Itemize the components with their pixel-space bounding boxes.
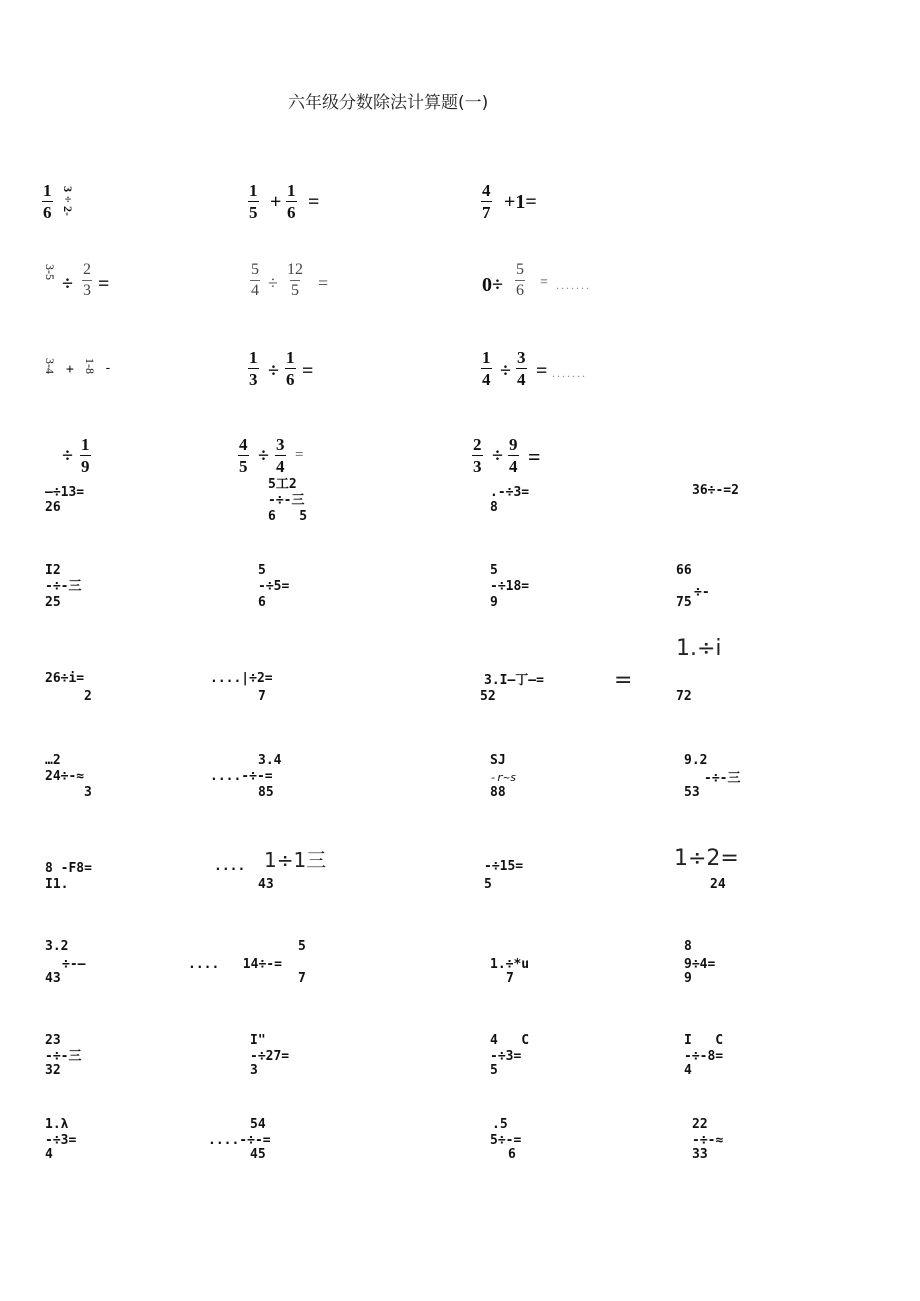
numerator: 5 [516,261,524,278]
problem-text: 3 [84,785,92,800]
fraction [250,262,260,299]
problem-text: 5 [490,1063,498,1078]
problem-text-large: 1.÷i [676,636,722,661]
fraction [248,182,259,221]
fraction [481,349,492,388]
problem-text: 8 [684,939,692,954]
denominator: 9 [81,457,90,476]
denominator: 4 [509,457,518,476]
problem-text: 88 [490,785,506,800]
problem-text: 5 [258,563,266,578]
problem-text: …2 [45,753,61,768]
problem-text: 3.4 [258,753,282,768]
problem-text: 5÷-= [490,1133,522,1148]
problem-text: 43 [45,971,61,986]
problem-text: -÷15= [484,859,524,874]
problem-text: 23 [45,1033,61,1048]
problem-text: 7 [506,971,514,986]
denominator: 5 [249,203,258,222]
answer-dots: ....... [552,366,587,380]
numerator: 1 [43,181,52,200]
problem-text: 3.2 [45,939,69,954]
fraction-lead: 3-5 [43,264,57,280]
denominator: 3 [249,370,258,389]
problem-tail: - [104,361,112,376]
numerator: 3 [517,348,526,367]
equals-sign: = [295,447,304,463]
problem-text: SJ [490,753,506,768]
fraction [516,349,527,388]
problem-text: 33 [692,1147,708,1162]
problem-text: 85 [258,785,274,800]
problem-text: 4 [684,1063,692,1078]
problem-text: ÷-— [62,957,86,972]
operator: + [66,362,74,377]
problem-text-large: 1÷2= [674,846,739,871]
equals-sign: = [308,191,320,213]
problem-text: 1.÷*u [490,957,530,972]
fraction [248,349,259,388]
denominator: 4 [276,457,285,476]
problem-text: —÷13= [45,485,85,500]
numerator: 1 [482,348,491,367]
numerator: 2 [83,261,91,278]
denominator: 7 [482,203,491,222]
problem-text: 32 [45,1063,61,1078]
fraction-lead: 3-4 [43,358,57,374]
numerator: 1 [249,348,258,367]
problem-text: I C [684,1033,724,1048]
problem-text: 25 [45,595,61,610]
numerator: 1 [286,348,295,367]
problem-text: 4 [45,1147,53,1162]
problem-text: 54 [250,1117,266,1132]
problem-text: 6 [258,595,266,610]
fraction [286,182,297,221]
problem-text: 9 [490,595,498,610]
equals-sign: = [98,273,110,295]
denominator: 4 [517,370,526,389]
problem-text: 6 [508,1147,516,1162]
problem-text: 5 [490,563,498,578]
problem-tail: +1= [504,191,537,213]
problem-text: I1. [45,877,69,892]
problem-text: 52 [480,689,496,704]
page-title: 六年级分数除法计算题(一) [288,93,489,113]
problem-text: I2 [45,563,61,578]
problem-text: ....|÷2= [210,671,273,686]
numerator: 5 [251,261,259,278]
denominator: 6 [286,370,295,389]
fraction-second: 1-8 [83,358,97,374]
problem-text: ....-÷-= [208,1133,271,1148]
numerator: 1 [287,181,296,200]
problem-text: 43 [258,877,274,892]
fraction [481,182,492,221]
fraction [472,436,483,475]
operator: ÷ [258,445,269,467]
problem-lead: 0÷ [482,274,503,296]
problem-text: 9.2 [684,753,708,768]
problem-text: 24 [710,877,726,892]
operator: ÷ [500,360,511,382]
problem-text: -÷-≈ [692,1133,724,1148]
problem-text: 6 5 [268,509,308,524]
operator: + [270,191,282,213]
problem-text: 45 [250,1147,266,1162]
problem-text: -÷18= [490,579,530,594]
operator: ÷ [268,360,279,382]
problem-text: 4 C [490,1033,530,1048]
numerator: 4 [239,435,248,454]
denominator: 6 [287,203,296,222]
problem-text: -÷-三 [45,1049,82,1064]
denominator: 5 [239,457,248,476]
equals-sign: = [318,273,329,293]
problem-text: I" [250,1033,266,1048]
problem-text: -÷27= [250,1049,290,1064]
problem-text-large: 1÷1三 [264,848,327,872]
problem-text: 3 [250,1063,258,1078]
operator: ÷ [62,273,73,295]
problem-text: 36÷-=2 [692,483,739,498]
problem-text: 5工2 [268,477,297,492]
fraction [275,436,286,475]
problem-text: 66 [676,563,692,578]
problem-text: 9÷4= [684,957,716,972]
denominator: 6 [516,282,524,299]
fraction [82,262,92,299]
problem-text: 24÷-≈ [45,769,85,784]
fraction [42,182,53,221]
problem-text: 7 [298,971,306,986]
equals-sign: = [536,360,548,382]
denominator: 3 [83,282,91,299]
numerator: 4 [482,181,491,200]
equals-sign: = [540,275,548,290]
problem-text: .-÷3= [490,485,530,500]
problem-text: -÷3= [45,1133,77,1148]
fraction [508,436,519,475]
answer-dots: ....... [556,278,591,292]
problem-text: 5 [484,877,492,892]
problem-text: 22 [692,1117,708,1132]
denominator: 4 [251,282,259,299]
problem-text: ÷- [694,585,710,600]
problem-text: 1.λ [45,1117,69,1132]
equals-sign: = [302,360,314,382]
equals-sign: = [528,444,541,469]
problem-text: -÷-8= [684,1049,724,1064]
numerator: 1 [249,181,258,200]
denominator: 4 [482,370,491,389]
problem-text: 7 [258,689,266,704]
denominator: 5 [291,282,299,299]
problem-text: 5 [298,939,306,954]
problem-tail: 3÷2- [61,186,75,216]
problem-text: 75 [676,595,692,610]
fraction [286,262,304,299]
fraction [238,436,249,475]
operator: ÷ [268,273,278,293]
problem-text: 53 [684,785,700,800]
denominator: 6 [43,203,52,222]
problem-text: 72 [676,689,692,704]
problem-text: .5 [492,1117,508,1132]
problem-text: 26÷i= [45,671,85,686]
problem-text: .... [214,859,246,874]
problem-text: -÷3= [490,1049,522,1064]
problem-text: -÷5= [258,579,290,594]
problem-text: -÷-三 [45,579,82,594]
fraction [285,349,296,388]
numerator: 2 [473,435,482,454]
problem-text: 8 -F8= [45,861,92,876]
problem-text: 3.I—丁—= [484,673,544,688]
numerator: 3 [276,435,285,454]
problem-text: 9 [684,971,692,986]
problem-text: .... 14÷-= [188,957,282,972]
numerator: 9 [509,435,518,454]
problem-text: -r~s [490,771,517,784]
denominator: 3 [473,457,482,476]
fraction [80,436,91,475]
problem-text: -÷-三 [704,771,741,786]
fraction [515,262,525,299]
numerator: 12 [287,261,303,278]
problem-text: 8 [490,500,498,515]
problem-text: 26 [45,500,61,515]
problem-text: 2 [84,689,92,704]
problem-text: ....-÷-= [210,769,273,784]
problem-text: -÷-三 [268,493,305,508]
operator: ÷ [492,445,503,467]
operator: ÷ [62,445,73,467]
numerator: 1 [81,435,90,454]
equals-sign: = [614,668,633,693]
